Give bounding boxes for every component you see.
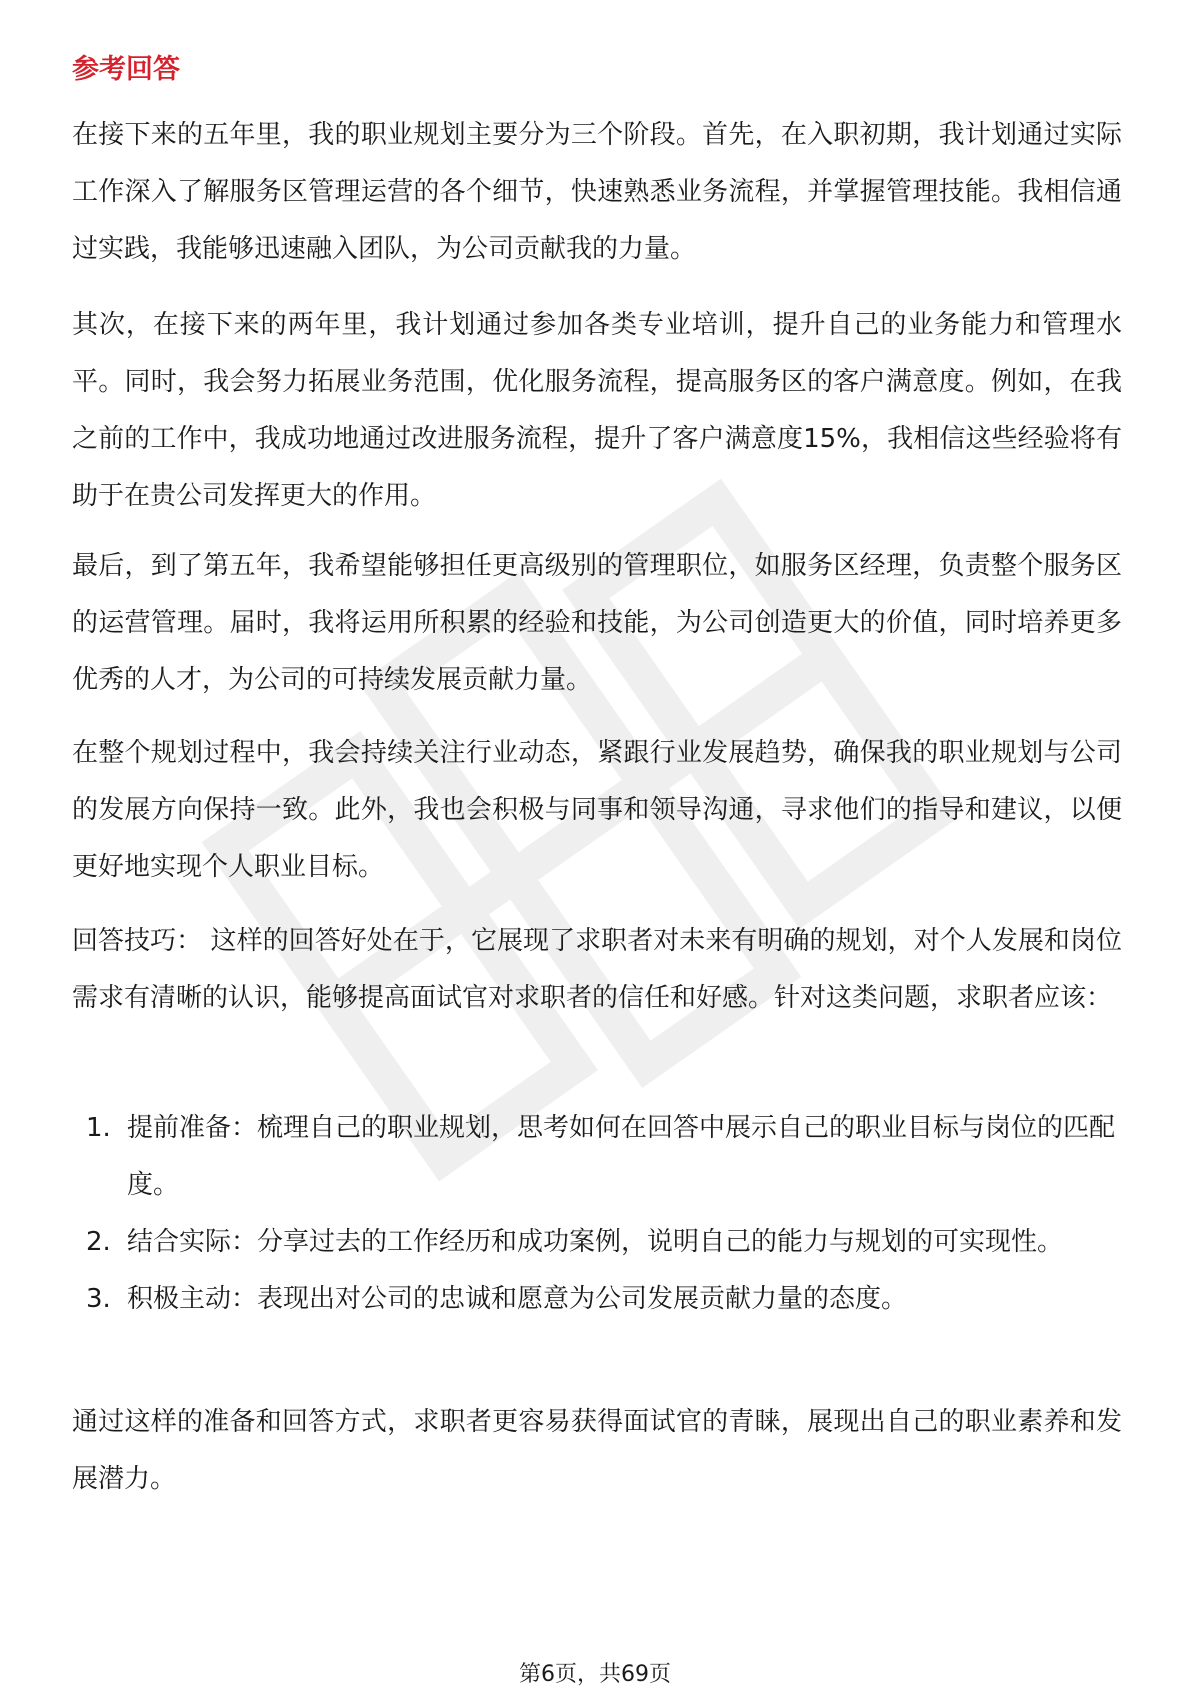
paragraph-3: 最后，到了第五年，我希望能够担任更高级别的管理职位，如服务区经理，负责整个服务区的运营管理。届时，我将运用所积累的经验和技能，为公司创造更大的价值，同时培养更多优秀的人才，为公司的可持续发展贡献力量。 <box>72 551 1122 695</box>
list-item-number: 3. <box>86 1284 111 1314</box>
list-item-text: 提前准备：梳理自己的职业规划，思考如何在回答中展示自己的职业目标与岗位的匹配度。 <box>127 1113 1116 1200</box>
list-item-number: 2. <box>86 1227 111 1257</box>
section-heading: 参考回答 <box>72 54 180 85</box>
list-item <box>72 1214 1122 1271</box>
paragraph-2: 其次，在接下来的两年里，我计划通过参加各类专业培训，提升自己的业务能力和管理水平。同时，我会努力拓展业务范围，优化服务流程，提高服务区的客户满意度。例如，在我之前的工作中，我成功地通过改进服务流程，提升了客户满意度15%，我相信这些经验将有助于在贵公司发挥更大的作用。 <box>72 310 1122 511</box>
list-item-number: 1. <box>86 1113 111 1143</box>
closing-paragraph: 通过这样的准备和回答方式，求职者更容易获得面试官的青睐，展现出自己的职业素养和发展潜力。 <box>72 1407 1122 1494</box>
tips-list <box>72 1100 1122 1328</box>
list-item <box>72 1100 1122 1214</box>
answer-tips-paragraph: 回答技巧： 这样的回答好处在于，它展现了求职者对未来有明确的规划，对个人发展和岗位需求有清晰的认识，能够提高面试官对求职者的信任和好感。针对这类问题，求职者应该： <box>72 926 1122 1013</box>
list-item <box>72 1271 1122 1328</box>
paragraph-4: 在整个规划过程中，我会持续关注行业动态，紧跟行业发展趋势，确保我的职业规划与公司的发展方向保持一致。此外，我也会积极与同事和领导沟通，寻求他们的指导和建议，以便更好地实现个人职业目标。 <box>72 738 1122 882</box>
list-item-text: 积极主动：表现出对公司的忠诚和愿意为公司发展贡献力量的态度。 <box>127 1284 908 1314</box>
list-item-text: 结合实际：分享过去的工作经历和成功案例，说明自己的能力与规划的可实现性。 <box>127 1227 1064 1257</box>
page-footer: 第6页，共69页 <box>519 1662 671 1687</box>
paragraph-1: 在接下来的五年里，我的职业规划主要分为三个阶段。首先，在入职初期，我计划通过实际工作深入了解服务区管理运营的各个细节，快速熟悉业务流程，并掌握管理技能。我相信通过实践，我能够迅速融入团队，为公司贡献我的力量。 <box>72 120 1122 264</box>
